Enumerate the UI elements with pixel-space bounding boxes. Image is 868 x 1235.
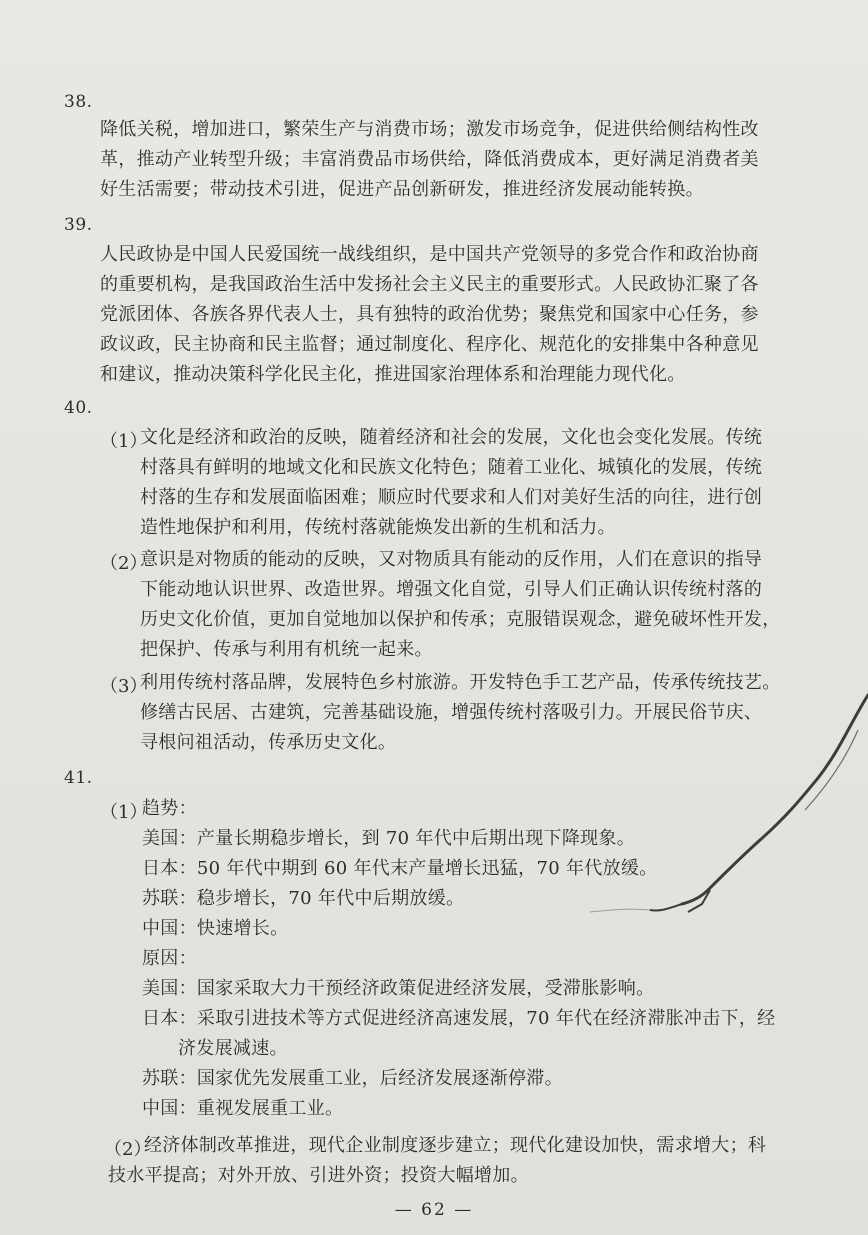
answer-39-line: 党派团体、各族各界代表人士，具有独特的政治优势；聚焦党和国家中心任务，参 xyxy=(100,304,759,325)
answer-41-1-line: 中国：快速增长。 xyxy=(142,918,289,939)
part-label-40-1: （1） xyxy=(100,431,148,452)
question-number-40: 40. xyxy=(64,398,93,418)
answer-39-line: 和建议，推动决策科学化民主化，推进国家治理体系和治理能力现代化。 xyxy=(100,364,686,385)
question-number-39: 39. xyxy=(64,215,93,235)
answer-41-1-line: 苏联：稳步增长，70 年代中后期放缓。 xyxy=(142,888,465,909)
answer-41-2-line: 经济体制改革推进，现代企业制度逐步建立；现代化建设加快，需求增大；科 xyxy=(144,1135,767,1156)
answer-40-2-line: 意识是对物质的能动的反映，又对物质具有能动的反作用，人们在意识的指导 xyxy=(140,549,763,570)
answer-40-1-line: 造性地保护和利用，传统村落就能焕发出新的生机和活力。 xyxy=(140,517,616,538)
question-number-41: 41. xyxy=(64,768,93,788)
answer-38 xyxy=(100,115,759,205)
part-label-41-1: （1） xyxy=(100,802,148,823)
answer-40-2-line: 把保护、传承与利用有机统一起来。 xyxy=(140,639,433,660)
answer-38-line: 好生活需要；带动技术引进，促进产品创新研发，推进经济发展动能转换。 xyxy=(100,179,704,200)
answer-41-1-line: 济发展减速。 xyxy=(178,1038,288,1059)
answer-38-line: 降低关税，增加进口，繁荣生产与消费市场；激发市场竞争，促进供给侧结构性改 xyxy=(100,119,759,140)
answer-41-1-line: 中国：重视发展重工业。 xyxy=(142,1098,344,1119)
part-label-41-2: （2） xyxy=(104,1139,152,1160)
answer-41-1-line: 原因： xyxy=(142,948,197,969)
answer-39-line: 人民政协是中国人民爱国统一战线组织，是中国共产党领导的多党合作和政治协商 xyxy=(100,244,759,265)
answer-41-1-line: 美国：产量长期稳步增长，到 70 年代中后期出现下降现象。 xyxy=(142,828,636,849)
part-label-40-2: （2） xyxy=(100,553,148,574)
answer-41-1-line: 趋势： xyxy=(142,798,197,819)
answer-41-1-line: 日本：50 年代中期到 60 年代末产量增长迅猛，70 年代放缓。 xyxy=(142,858,658,879)
paper-crease-mark xyxy=(590,690,868,930)
answer-40-2-line: 历史文化价值，更加自觉地加以保护和传承；克服错误观念，避免破坏性开发， xyxy=(140,609,781,630)
page-number: — 62 — xyxy=(394,1200,474,1220)
answer-40-2 xyxy=(140,545,781,665)
answer-39 xyxy=(100,240,759,390)
answer-40-3-line: 利用传统村落品牌，发展特色乡村旅游。开发特色手工艺产品，传承传统技艺。 xyxy=(140,672,781,693)
answer-41-2-line: 技水平提高；对外开放、引进外资；投资大幅增加。 xyxy=(108,1165,529,1186)
answer-40-3-line: 修缮古民居、古建筑，完善基础设施，增强传统村落吸引力。开展民俗节庆、 xyxy=(140,702,763,723)
answer-40-1-line: 村落的生存和发展面临困难；顺应时代要求和人们对美好生活的向往，进行创 xyxy=(140,487,763,508)
answer-41-1-line: 美国：国家采取大力干预经济政策促进经济发展，受滞胀影响。 xyxy=(142,978,655,999)
answer-41-1-line: 苏联：国家优先发展重工业，后经济发展逐渐停滞。 xyxy=(142,1068,563,1089)
answer-39-line: 的重要机构，是我国政治生活中发扬社会主义民主的重要形式。人民政协汇聚了各 xyxy=(100,274,759,295)
answer-41-2 xyxy=(108,1131,767,1191)
part-label-40-3: （3） xyxy=(100,676,148,697)
answer-39-line: 政议政，民主协商和民主监督；通过制度化、程序化、规范化的安排集中各种意见 xyxy=(100,334,759,355)
answer-40-2-line: 下能动地认识世界、改造世界。增强文化自觉，引导人们正确认识传统村落的 xyxy=(140,579,763,600)
answer-40-1 xyxy=(140,423,762,543)
answer-40-3-line: 寻根问祖活动，传承历史文化。 xyxy=(140,732,397,753)
answer-41-1-line: 日本：采取引进技术等方式促进经济高速发展，70 年代在经济滞胀冲击下，经 xyxy=(142,1008,776,1029)
answer-40-1-line: 文化是经济和政治的反映，随着经济和社会的发展，文化也会变化发展。传统 xyxy=(140,427,763,448)
question-number-38: 38. xyxy=(64,92,93,112)
answer-40-1-line: 村落具有鲜明的地域文化和民族文化特色；随着工业化、城镇化的发展，传统 xyxy=(140,457,763,478)
answer-38-line: 革，推动产业转型升级；丰富消费品市场供给，降低消费成本，更好满足消费者美 xyxy=(100,149,759,170)
